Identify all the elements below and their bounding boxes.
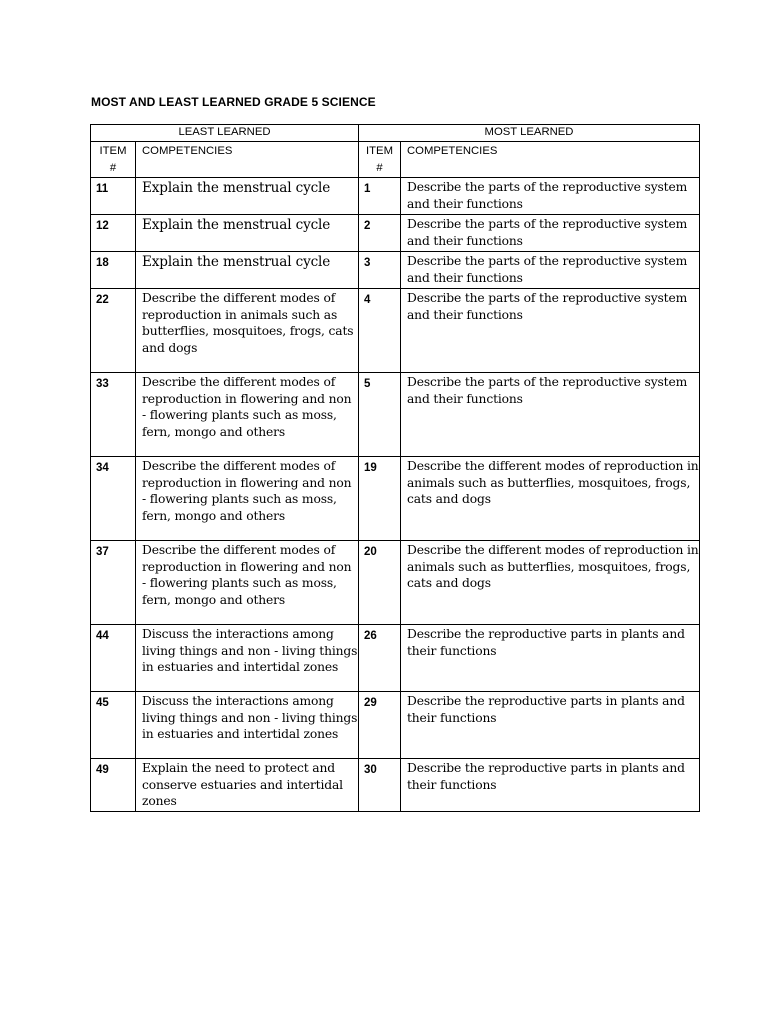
least-item-number: 44 [91, 625, 136, 692]
most-competencies-header: COMPETENCIES [401, 142, 700, 178]
most-competency: Describe the parts of the reproductive system and their functions [401, 289, 700, 373]
most-item-number: 5 [359, 373, 401, 457]
most-item-number: 20 [359, 541, 401, 625]
least-learned-header: LEAST LEARNED [91, 125, 359, 142]
item-header-label: ITEM [366, 145, 393, 157]
least-competency: Describe the different modes of reproduction in flowering and non - flowering plants such as moss, fern, mongo and others [136, 373, 359, 457]
least-competency: Describe the different modes of reproduction in flowering and non - flowering plants such as moss, fern, mongo and others [136, 541, 359, 625]
table-row [91, 692, 700, 759]
item-header-label: ITEM [99, 145, 127, 157]
least-item-number: 22 [91, 289, 136, 373]
table-row [91, 252, 700, 289]
most-competency: Describe the different modes of reproduction in animals such as butterflies, mosquitoes, frogs, cats and dogs [401, 457, 700, 541]
least-item-number: 12 [91, 215, 136, 252]
least-competency: Describe the different modes of reproduction in flowering and non - flowering plants such as moss, fern, mongo and others [136, 457, 359, 541]
table-row [91, 178, 700, 215]
most-learned-header: MOST LEARNED [359, 125, 700, 142]
least-competency: Explain the menstrual cycle [136, 215, 359, 252]
most-item-number: 30 [359, 759, 401, 812]
least-item-number-header [91, 142, 136, 178]
table-row [91, 215, 700, 252]
most-competency: Describe the parts of the reproductive system and their functions [401, 373, 700, 457]
least-item-number: 49 [91, 759, 136, 812]
most-competency: Describe the different modes of reproduction in animals such as butterflies, mosquitoes, frogs, cats and dogs [401, 541, 700, 625]
least-item-number: 45 [91, 692, 136, 759]
least-item-number: 33 [91, 373, 136, 457]
table-row [91, 625, 700, 692]
table-column-header-row [91, 142, 700, 178]
item-header-hash: # [109, 161, 117, 174]
most-competency: Describe the parts of the reproductive system and their functions [401, 215, 700, 252]
least-competency: Describe the different modes of reproduction in animals such as butterflies, mosquitoes, frogs, cats and dogs [136, 289, 359, 373]
table-row [91, 541, 700, 625]
table-row [91, 289, 700, 373]
document-title: MOST AND LEAST LEARNED GRADE 5 SCIENCE [91, 95, 376, 109]
most-item-number: 26 [359, 625, 401, 692]
most-item-number: 29 [359, 692, 401, 759]
most-item-number: 19 [359, 457, 401, 541]
item-header-hash: # [376, 161, 383, 174]
competencies-table [90, 124, 700, 812]
table-group-header-row [91, 125, 700, 142]
least-item-number: 11 [91, 178, 136, 215]
least-competency: Explain the need to protect and conserve estuaries and intertidal zones [136, 759, 359, 812]
most-competency: Describe the reproductive parts in plants and their functions [401, 759, 700, 812]
least-item-number: 18 [91, 252, 136, 289]
table-row [91, 457, 700, 541]
least-competency: Explain the menstrual cycle [136, 252, 359, 289]
least-item-number: 34 [91, 457, 136, 541]
least-item-number: 37 [91, 541, 136, 625]
most-item-number-header [359, 142, 401, 178]
most-competency: Describe the reproductive parts in plants and their functions [401, 625, 700, 692]
most-competency: Describe the parts of the reproductive system and their functions [401, 252, 700, 289]
table-row [91, 759, 700, 812]
most-item-number: 1 [359, 178, 401, 215]
most-item-number: 3 [359, 252, 401, 289]
table-row [91, 373, 700, 457]
least-competency: Discuss the interactions among living things and non - living things in estuaries and intertidal zones [136, 625, 359, 692]
least-competency: Explain the menstrual cycle [136, 178, 359, 215]
most-competency: Describe the reproductive parts in plants and their functions [401, 692, 700, 759]
most-competency: Describe the parts of the reproductive system and their functions [401, 178, 700, 215]
most-item-number: 2 [359, 215, 401, 252]
least-competencies-header: COMPETENCIES [136, 142, 359, 178]
most-item-number: 4 [359, 289, 401, 373]
least-competency: Discuss the interactions among living things and non - living things in estuaries and intertidal zones [136, 692, 359, 759]
